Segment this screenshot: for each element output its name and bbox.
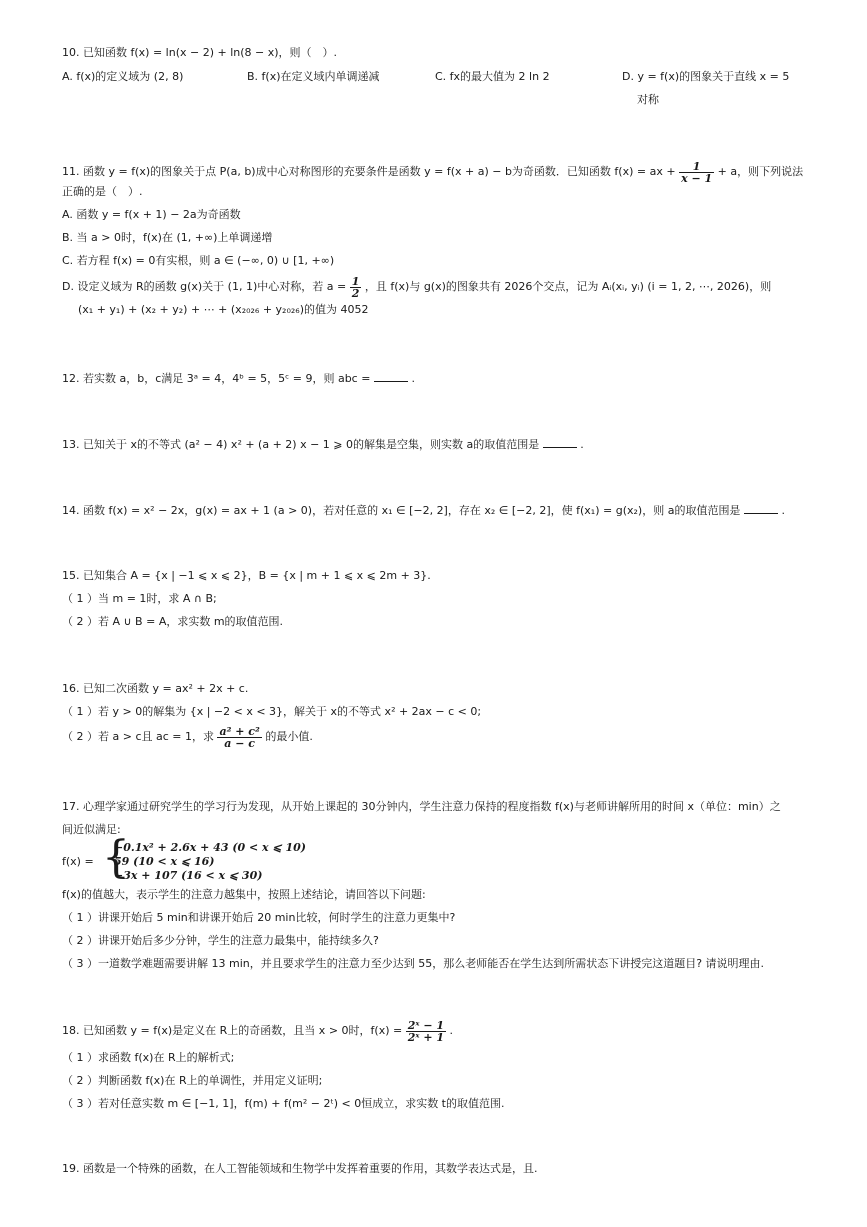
q11-frac-den: x − 1 (681, 171, 713, 185)
q11-option-b: B. 当 a > 0时，f(x)在 (1, +∞)上单调递增 (62, 231, 273, 244)
q11-option-c: C. 若方程 f(x) = 0有实根，则 a ∈ (−∞, 0) ∪ [1, +∞) (62, 254, 335, 267)
q16-part1: （ 1 ）若 y > 0的解集为 {x | −2 < x < 3}，解关于 x的不等式 x² + 2ax − c < 0; (62, 705, 482, 718)
q17-part1: （ 1 ）讲课开始后 5 min和讲课开始后 20 min比较，何时学生的注意力更集中? (62, 911, 456, 924)
q10-stem: 10. 已知函数 f(x) = ln(x − 2) + ln(8 − x)，则（ ）. (62, 46, 338, 59)
q16-stem: 16. 已知二次函数 y = ax² + 2x + c. (62, 682, 249, 695)
q11-d-frac-den: 2 (351, 286, 360, 300)
q12-stem (62, 371, 415, 386)
q14-stem (62, 503, 785, 518)
q17-case-2: 59 (10 < x ⩽ 16) (114, 855, 215, 868)
q15-stem: 15. 已知集合 A = {x | −1 ⩽ x ⩽ 2}，B = {x | m + 1 ⩽ x ⩽ 2m + 3}. (62, 569, 431, 582)
q17-case-1: −0.1x² + 2.6x + 43 (0 < x ⩽ 10) (114, 841, 306, 854)
q17-case-3: −3x + 107 (16 < x ⩽ 30) (114, 869, 263, 882)
q11-stem-pre: 11. 函数 y = f(x)的图象关于点 P(a, b)成中心对称图形的充要条件是函数 y = f(x + a) − b为奇函数．已知函数 f(x) = ax + (62, 165, 676, 178)
q18-stem-post: . (449, 1024, 454, 1037)
q10-option-b: B. f(x)在定义域内单调递减 (247, 70, 380, 83)
q11-d-fraction (350, 276, 362, 299)
q18-part2: （ 2 ）判断函数 f(x)在 R上的单调性，并用定义证明; (62, 1074, 323, 1087)
q11-option-d-line2: (x₁ + y₁) + (x₂ + y₂) + ⋯ + (x₂₀₂₆ + y₂₀₂₆)的值为 4052 (78, 303, 369, 316)
q15-part2: （ 2 ）若 A ∪ B = A，求实数 m的取值范围. (62, 615, 284, 628)
q10-option-d: D. y = f(x)的图象关于直线 x = 5 (622, 70, 790, 83)
answer-blank (374, 371, 408, 382)
q17-stem-line2: 间近似满足: (62, 823, 121, 836)
q11-d-pre: D. 设定义域为 R的函数 g(x)关于 (1, 1)中心对称，若 a = (62, 280, 347, 293)
q13-end: . (580, 438, 584, 451)
q11-stem-post: + a，则下列说法 (717, 165, 804, 178)
q11-fraction (679, 161, 714, 184)
q17-note: f(x)的值越大，表示学生的注意力越集中，按照上述结论，请回答以下问题: (62, 888, 426, 901)
q16-frac-num: a² + c² (219, 724, 260, 738)
q17-fx-label: f(x) = (62, 855, 94, 868)
q11-option-d (62, 275, 771, 299)
answer-blank (543, 437, 577, 448)
q12-end: . (411, 372, 415, 385)
q11-stem-line2: 正确的是（ ）. (62, 185, 143, 198)
q10-option-d-cont: 对称 (637, 93, 659, 106)
q18-frac-den: 2ˣ + 1 (407, 1030, 445, 1044)
q13-stem (62, 437, 584, 452)
q17-part2: （ 2 ）讲课开始后多少分钟，学生的注意力最集中，能持续多久? (62, 934, 379, 947)
q18-fraction (406, 1020, 446, 1043)
q11-d-frac-num: 1 (351, 274, 360, 288)
q11-stem (62, 160, 803, 184)
q15-part1: （ 1 ）当 m = 1时，求 A ∩ B; (62, 592, 217, 605)
q18-stem (62, 1018, 453, 1044)
q17-part3: （ 3 ）一道数学难题需要讲解 13 min，并且要求学生的注意力至少达到 55，那么老师能否在学生达到所需状态下讲授完这道题目? 请说明理由. (62, 957, 765, 970)
q18-stem-pre: 18. 已知函数 y = f(x)是定义在 R上的奇函数，且当 x > 0时，f(x) = (62, 1024, 403, 1037)
q18-part1: （ 1 ）求函数 f(x)在 R上的解析式; (62, 1051, 235, 1064)
q14-text: 14. 函数 f(x) = x² − 2x，g(x) = ax + 1 (a > 0)，若对任意的 x₁ ∈ [−2, 2]，存在 x₂ ∈ [−2, 2]，使 f(x₁) = g(x₂)，则 a的取值范围是 (62, 504, 741, 517)
q11-option-a: A. 函数 y = f(x + 1) − 2a为奇函数 (62, 208, 241, 221)
q12-text: 12. 若实数 a，b，c满足 3ᵃ = 4，4ᵇ = 5，5ᶜ = 9，则 abc = (62, 372, 371, 385)
q11-d-post: ，且 f(x)与 g(x)的图象共有 2026个交点，记为 Aᵢ(xᵢ, yᵢ) (i = 1, 2, ⋯, 2026)，则 (364, 280, 772, 293)
q10-option-a: A. f(x)的定义域为 (2, 8) (62, 70, 184, 83)
q18-part3: （ 3 ）若对任意实数 m ∈ [−1, 1]，f(m) + f(m² − 2ᵗ) < 0恒成立，求实数 t的取值范围. (62, 1097, 505, 1110)
q18-frac-num: 2ˣ − 1 (407, 1018, 445, 1032)
q17-brace: { (102, 832, 130, 883)
q17-stem: 17. 心理学家通过研究学生的学习行为发现，从开始上课起的 30分钟内，学生注意力保持的程度指数 f(x)与老师讲解所用的时间 x（单位：min）之 (62, 800, 781, 813)
q16-frac-den: a − c (224, 736, 255, 750)
q13-text: 13. 已知关于 x的不等式 (a² − 4) x² + (a + 2) x − 1 ⩾ 0的解集是空集，则实数 a的取值范围是 (62, 438, 540, 451)
q11-frac-num: 1 (679, 161, 714, 173)
q19-stem: 19. 函数是一个特殊的函数，在人工智能领域和生物学中发挥着重要的作用，其数学表达式是，且. (62, 1162, 538, 1175)
q16-part2 (62, 724, 313, 750)
q16-p2-pre: （ 2 ）若 a > c且 ac = 1，求 (62, 730, 214, 743)
q10-option-c: C. fx的最大值为 2 ln 2 (435, 70, 550, 83)
q16-fraction (217, 726, 261, 749)
answer-blank (744, 503, 778, 514)
q14-end: . (781, 504, 785, 517)
q16-p2-post: 的最小值. (265, 730, 313, 743)
